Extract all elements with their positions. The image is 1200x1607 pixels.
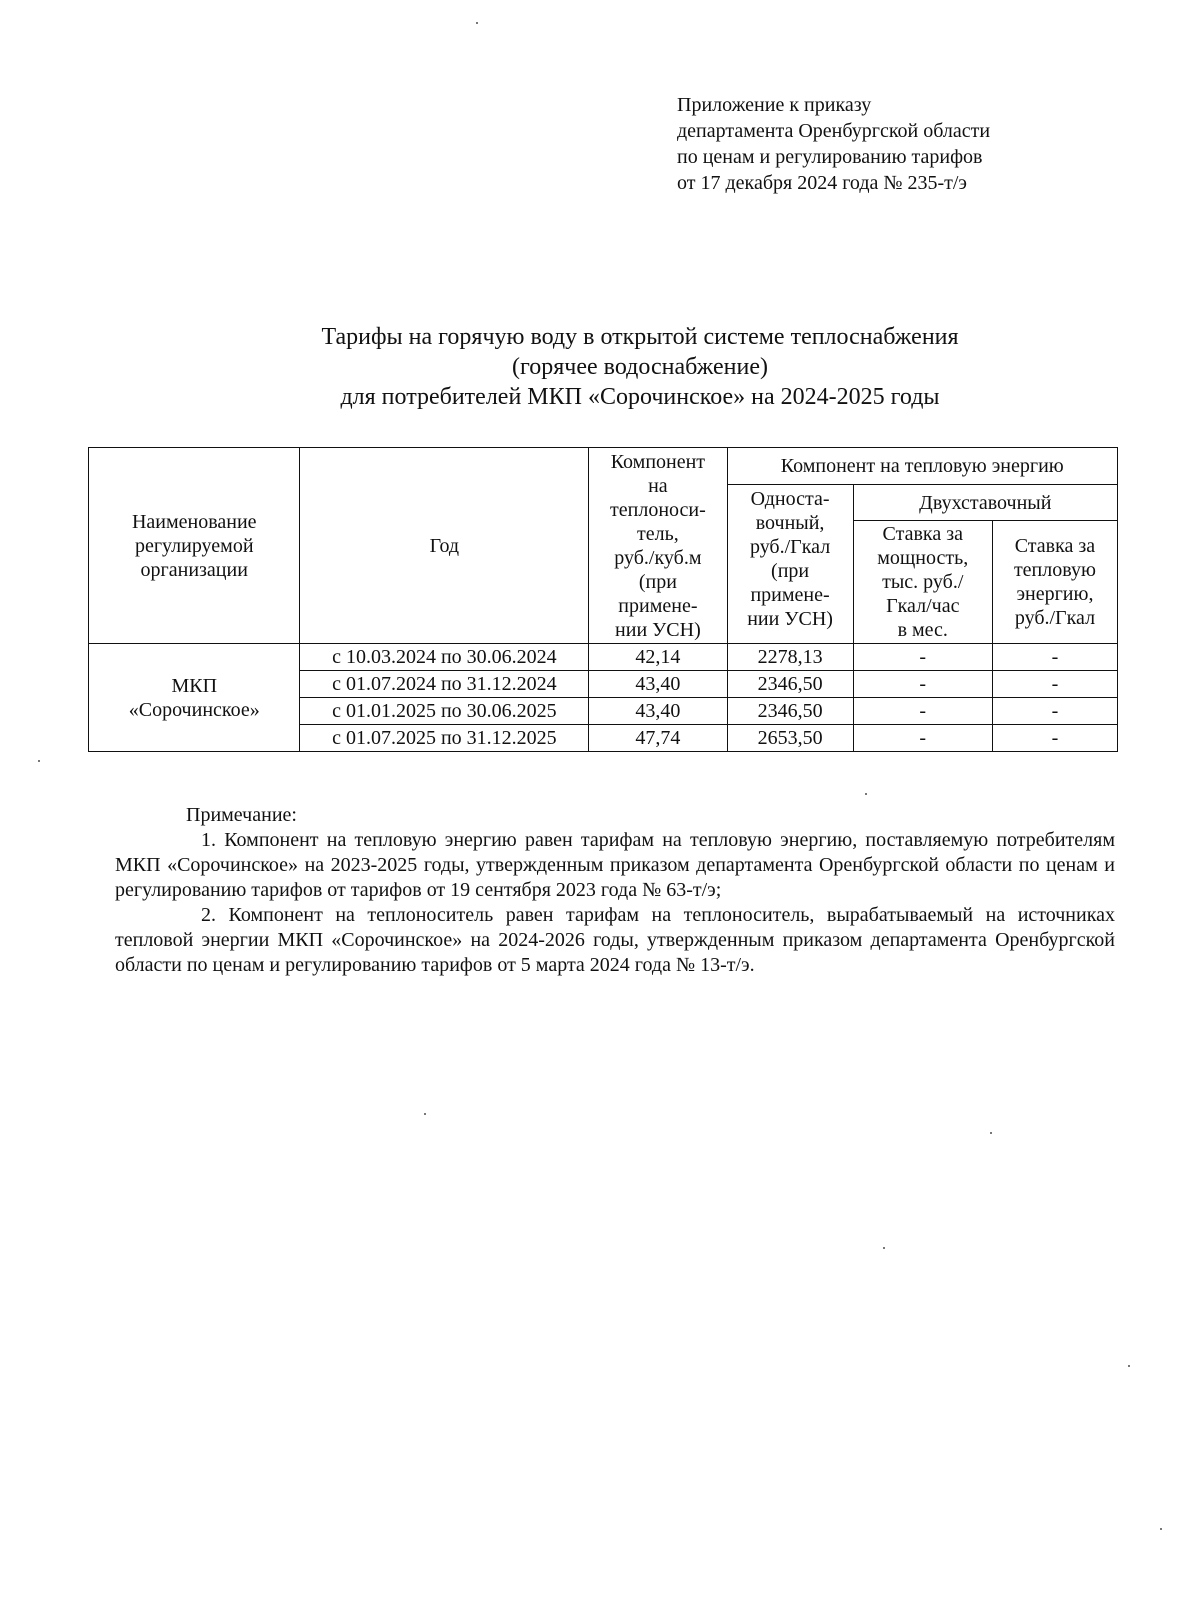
title-line: Тарифы на горячую воду в открытой системе теплоснабжения — [321, 324, 959, 350]
single-rate-cell: 2278,13 — [727, 644, 853, 671]
appendix-block — [677, 92, 990, 196]
title-line: для потребителей МКП «Сорочинское» на 2024-2025 годы — [340, 384, 940, 410]
note-item: 2. Компонент на теплоноситель равен тарифам на теплоноситель, вырабатываемый на источниках тепловой энергии МКП «Сорочинское» на 2024-2026 годы, утвержденным приказом департамента Оренбургской области по ценам и регулированию тарифов от 5 марта 2024 года № 13-т/э. — [115, 904, 1115, 976]
appendix-line: по ценам и регулированию тарифов — [677, 146, 983, 168]
period-cell: с 01.07.2024 по 31.12.2024 — [300, 671, 589, 698]
carrier-cell: 43,40 — [589, 671, 727, 698]
notes-title: Примечание: — [186, 804, 297, 826]
scan-speck — [883, 1247, 885, 1249]
header-energy-rate: Ставка за тепловую энергию, руб./Гкал — [992, 521, 1117, 644]
appendix-line: Приложение к приказу — [677, 94, 872, 116]
energy-rate-cell: - — [992, 725, 1117, 752]
header-org-name: Наименование регулируемой организации — [89, 448, 300, 644]
single-rate-cell: 2346,50 — [727, 698, 853, 725]
document-title — [120, 322, 1160, 412]
table-row — [89, 644, 1118, 671]
scan-speck — [476, 22, 478, 24]
energy-rate-cell: - — [992, 671, 1117, 698]
carrier-cell: 47,74 — [589, 725, 727, 752]
scan-speck — [1160, 1528, 1162, 1530]
carrier-cell: 42,14 — [589, 644, 727, 671]
period-cell: с 01.07.2025 по 31.12.2025 — [300, 725, 589, 752]
notes-block — [115, 803, 1115, 978]
scan-speck — [1128, 1365, 1130, 1367]
org-name-cell: МКП «Сорочинское» — [89, 644, 300, 752]
note-item: 1. Компонент на тепловую энергию равен тарифам на тепловую энергию, поставляемую потребителям МКП «Сорочинское» на 2023-2025 годы, утвержденным приказом департамента Оренбургской области по ценам и регулированию тарифов от тарифов от 19 сентября 2023 года № 63-т/э; — [115, 829, 1115, 901]
header-year: Год — [300, 448, 589, 644]
capacity-rate-cell: - — [853, 671, 992, 698]
energy-rate-cell: - — [992, 644, 1117, 671]
appendix-line: от 17 декабря 2024 года № 235-т/э — [677, 172, 967, 194]
scan-speck — [865, 793, 867, 795]
tariff-table — [88, 447, 1118, 752]
period-cell: с 01.01.2025 по 30.06.2025 — [300, 698, 589, 725]
energy-rate-cell: - — [992, 698, 1117, 725]
header-single-rate: Односта- вочный, руб./Гкал (при примене- нии УСН) — [727, 485, 853, 644]
capacity-rate-cell: - — [853, 698, 992, 725]
capacity-rate-cell: - — [853, 644, 992, 671]
scan-speck — [424, 1113, 426, 1115]
carrier-cell: 43,40 — [589, 698, 727, 725]
header-energy-component: Компонент на тепловую энергию — [727, 448, 1117, 485]
scan-speck — [990, 1132, 992, 1134]
appendix-line: департамента Оренбургской области — [677, 120, 991, 142]
period-cell: с 10.03.2024 по 30.06.2024 — [300, 644, 589, 671]
header-two-rate: Двухставочный — [853, 485, 1117, 521]
capacity-rate-cell: - — [853, 725, 992, 752]
header-carrier-component: Компонент на теплоноси- тель, руб./куб.м (при примене- нии УСН) — [589, 448, 727, 644]
header-capacity-rate: Ставка за мощность, тыс. руб./ Гкал/час в мес. — [853, 521, 992, 644]
single-rate-cell: 2346,50 — [727, 671, 853, 698]
single-rate-cell: 2653,50 — [727, 725, 853, 752]
title-line: (горячее водоснабжение) — [512, 354, 768, 380]
scan-speck — [38, 760, 40, 762]
